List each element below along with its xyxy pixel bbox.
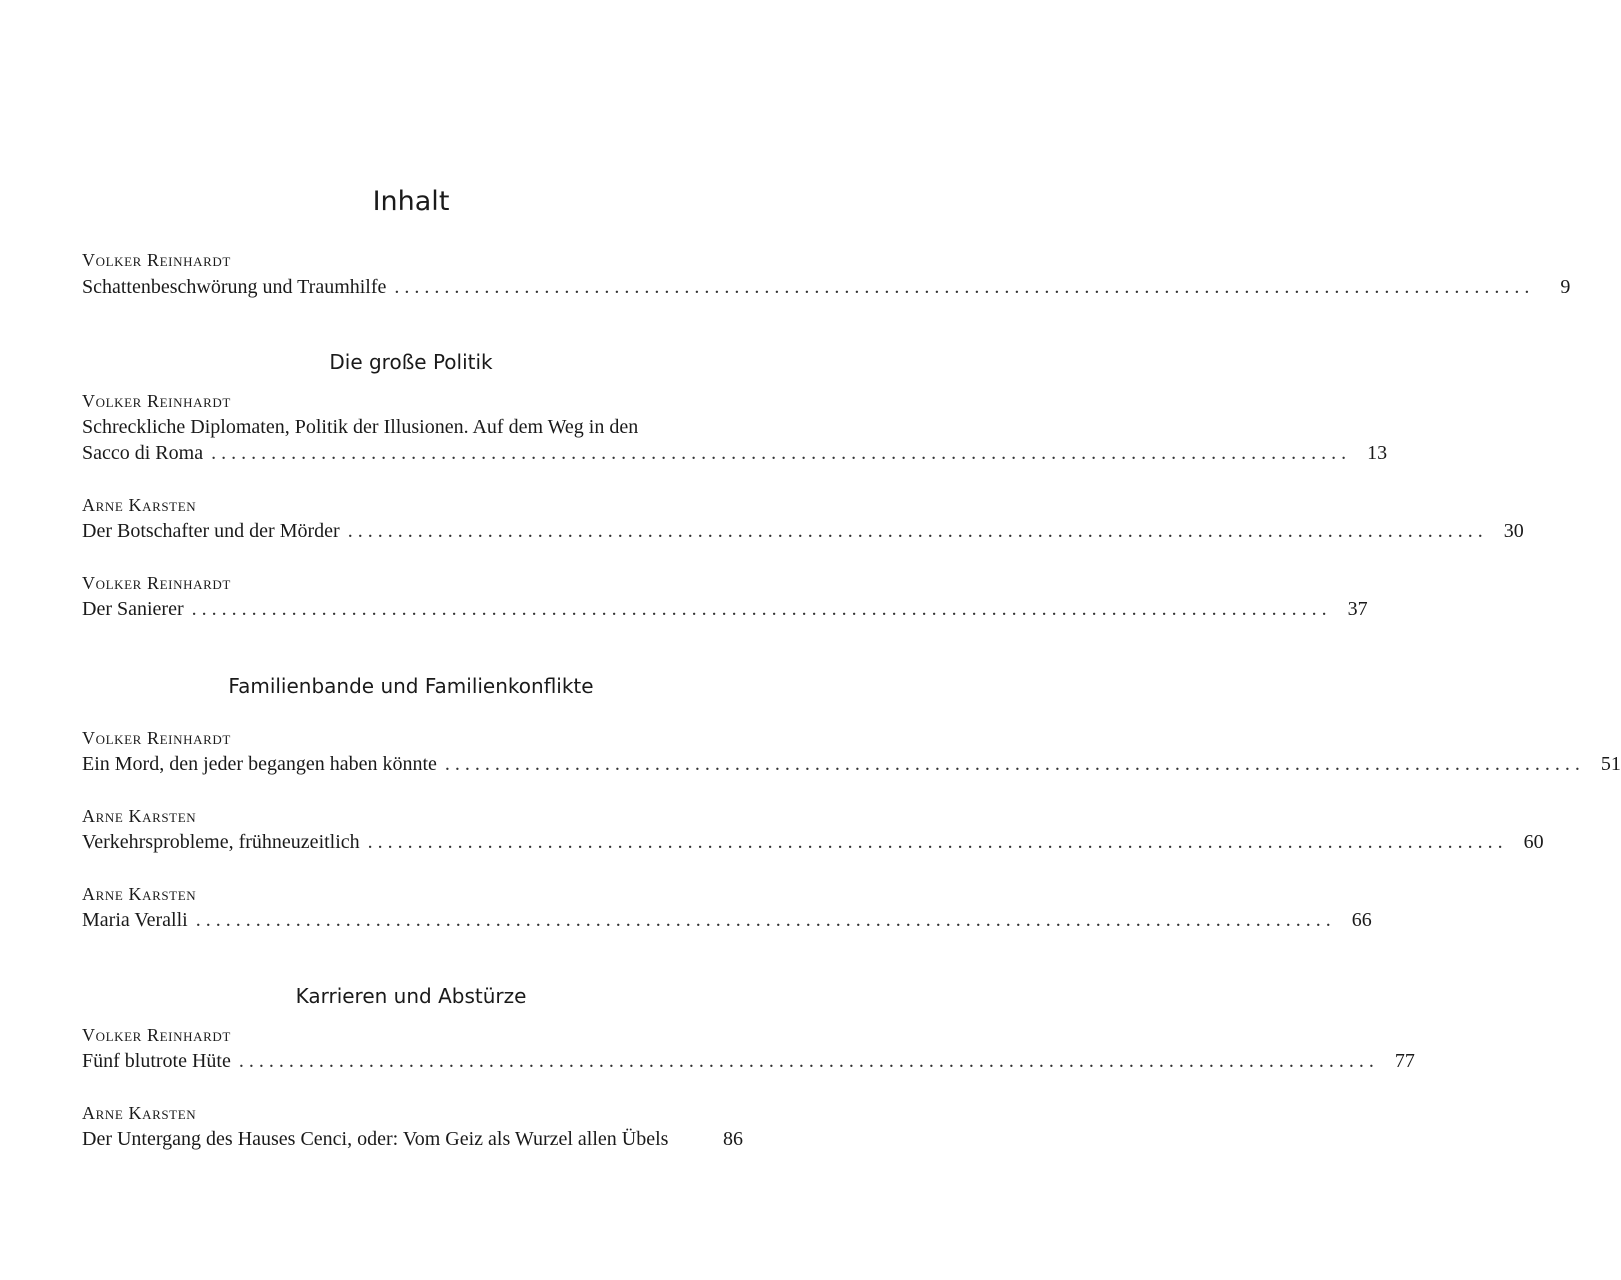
entry-author: Arne Karsten <box>82 495 197 515</box>
toc-entry[interactable] <box>82 440 1388 466</box>
toc-entry[interactable] <box>82 274 1571 300</box>
section-heading: Familienbande und Familienkonflikte <box>228 674 594 698</box>
toc-entry[interactable] <box>82 1126 743 1152</box>
dot-leader: .................................................................................................................. <box>444 753 1585 775</box>
entry-author: Volker Reinhardt <box>82 250 231 270</box>
section-heading: Die große Politik <box>329 350 493 374</box>
entry-page-number: 37 <box>1347 598 1368 620</box>
entry-author: Arne Karsten <box>82 884 197 904</box>
entry-author: Volker Reinhardt <box>82 728 231 748</box>
dot-leader: .................................................................................................................. <box>367 831 1508 853</box>
toc-entry[interactable] <box>82 751 1621 777</box>
section-heading: Karrieren und Abstürze <box>295 984 527 1008</box>
entry-title: Verkehrsprobleme, frühneuzeitlich <box>82 831 360 853</box>
entry-title-line[interactable]: Schreckliche Diplomaten, Politik der Illusionen. Auf dem Weg in den <box>82 416 639 438</box>
dot-leader: .................................................................................................................. <box>394 276 1535 298</box>
dot-leader: .................................................................................................................. <box>191 598 1332 620</box>
entry-author: Volker Reinhardt <box>82 573 231 593</box>
entry-author: Volker Reinhardt <box>82 1025 231 1045</box>
entry-page-number: 86 <box>723 1128 743 1150</box>
entry-title: Fünf blutrote Hüte <box>82 1050 231 1072</box>
entry-page-number: 13 <box>1367 442 1388 464</box>
entry-author: Volker Reinhardt <box>82 391 231 411</box>
entry-title: Maria Veralli <box>82 909 188 931</box>
toc-entry[interactable] <box>82 596 1368 622</box>
dot-leader: .................................................................................................................. <box>238 1050 1379 1072</box>
entry-page-number: 66 <box>1351 909 1372 931</box>
entry-title: Ein Mord, den jeder begangen haben könnte <box>82 753 437 775</box>
entry-title: Der Botschafter und der Mörder <box>82 520 340 542</box>
dot-leader: .................................................................................................................. <box>211 442 1352 464</box>
entry-page-number: 9 <box>1560 276 1571 298</box>
entry-page-number: 60 <box>1523 831 1544 853</box>
toc-entry[interactable] <box>82 518 1524 544</box>
entry-author: Arne Karsten <box>82 806 197 826</box>
entry-title: Der Untergang des Hauses Cenci, oder: Vom Geiz als Wurzel allen Übels <box>82 1128 669 1150</box>
toc-entry[interactable] <box>82 829 1544 855</box>
entry-title: Sacco di Roma <box>82 442 204 464</box>
entry-title: Der Sanierer <box>82 598 184 620</box>
toc-entry[interactable] <box>82 1048 1415 1074</box>
page-title: Inhalt <box>372 186 450 217</box>
entry-page-number: 51 <box>1600 753 1621 775</box>
dot-leader: .................................................................................................................. <box>195 909 1336 931</box>
entry-author: Arne Karsten <box>82 1103 197 1123</box>
dot-leader: .................................................................................................................. <box>347 520 1488 542</box>
toc-entry[interactable] <box>82 907 1372 933</box>
entry-title: Schattenbeschwörung und Traumhilfe <box>82 276 387 298</box>
entry-page-number: 30 <box>1503 520 1524 542</box>
entry-page-number: 77 <box>1394 1050 1415 1072</box>
